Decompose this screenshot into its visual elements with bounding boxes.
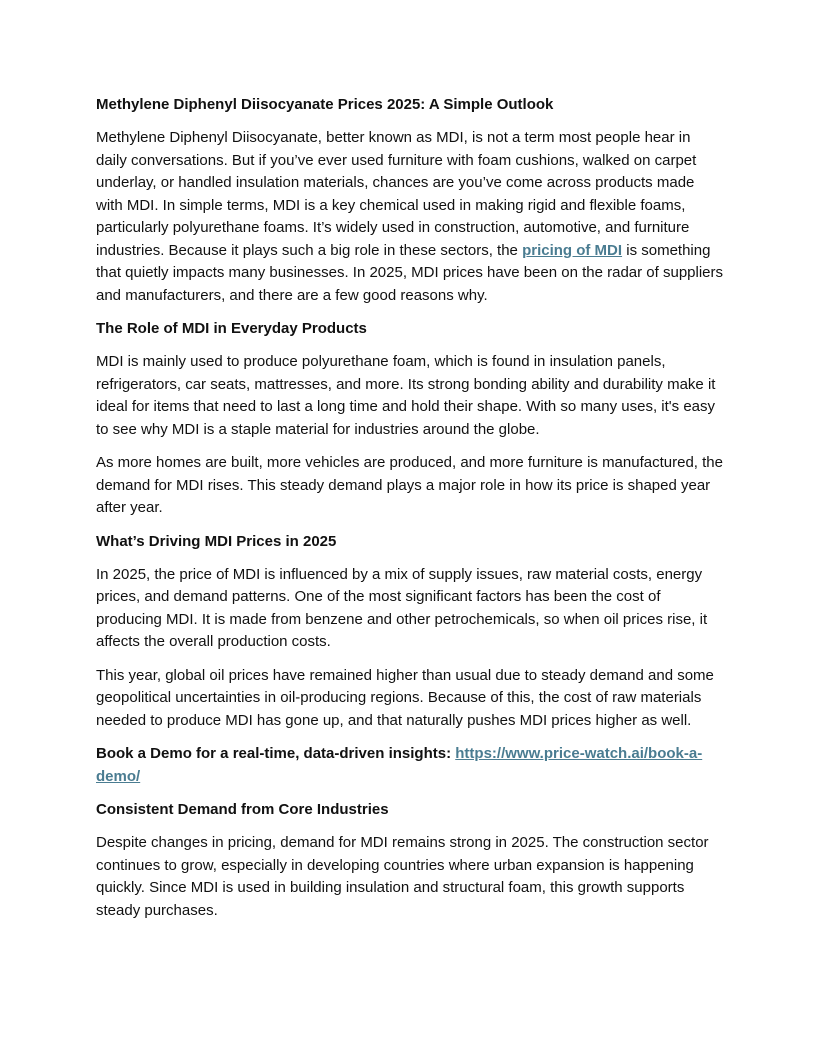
section2-paragraph-1: In 2025, the price of MDI is influenced by a mix of supply issues, raw material costs, energy prices, and demand patterns. One of the most significant factors has been the cost of producing MDI. It is made from benzene and other petrochemicals, so when oil prices rise, it affects the overall production costs.	[96, 565, 708, 650]
section-heading-role-of-mdi: The Role of MDI in Everyday Products	[96, 320, 367, 337]
section1-paragraph-2: As more homes are built, more vehicles are produced, and more furniture is manufactured, the demand for MDI rises. This steady demand plays a major role in how its price is shaped year after year.	[96, 454, 723, 516]
section-heading-consistent-demand: Consistent Demand from Core Industries	[96, 801, 389, 818]
intro-text-before-link: Methylene Diphenyl Diisocyanate, better known as MDI, is not a term most people hear in daily conversations. But if you’ve ever used furniture with foam cushions, walked on carpet underlay, or handled insulation materials, chances are you’ve come across products made with MDI. In simple terms, MDI is a key chemical used in making rigid and flexible foams, particularly polyurethane foams. It’s widely used in construction, automotive, and furniture industries. Because it plays such a big role in these sectors, the	[96, 129, 697, 259]
book-demo-link[interactable]: https://www.price-watch.ai/book-a-demo/	[96, 745, 703, 785]
section3-paragraph-1: Despite changes in pricing, demand for MDI remains strong in 2025. The construction sector continues to grow, especially in developing countries where urban expansion is happening quickly. Since MDI is used in building insulation and structural foam, this growth supports steady purchases.	[96, 834, 709, 919]
intro-text-after-link: is something that quietly impacts many businesses. In 2025, MDI prices have been on the radar of suppliers and manufacturers, and there are a few good reasons why.	[96, 241, 724, 304]
book-demo-label: Book a Demo for a real-time, data-driven insights:	[96, 745, 456, 762]
book-demo-cta	[96, 743, 724, 788]
section-heading-driving-prices: What’s Driving MDI Prices in 2025	[96, 532, 337, 550]
intro-paragraph	[96, 127, 724, 307]
document-title: Methylene Diphenyl Diisocyanate Prices 2025: A Simple Outlook	[96, 96, 554, 113]
section1-paragraph-1: MDI is mainly used to produce polyurethane foam, which is found in insulation panels, refrigerators, car seats, mattresses, and more. Its strong bonding ability and durability make it ideal for items that need to last a long time and hold their shape. With so many uses, it's easy to see why MDI is a staple material for industries around the globe.	[96, 353, 716, 438]
section2-paragraph-2: This year, global oil prices have remained higher than usual due to steady demand and some geopolitical uncertainties in oil-producing regions. Because of this, the cost of raw materials needed to produce MDI has gone up, and that naturally pushes MDI prices higher as well.	[96, 666, 714, 729]
pricing-of-mdi-link[interactable]: pricing of MDI	[522, 241, 623, 259]
document-page	[96, 94, 724, 933]
